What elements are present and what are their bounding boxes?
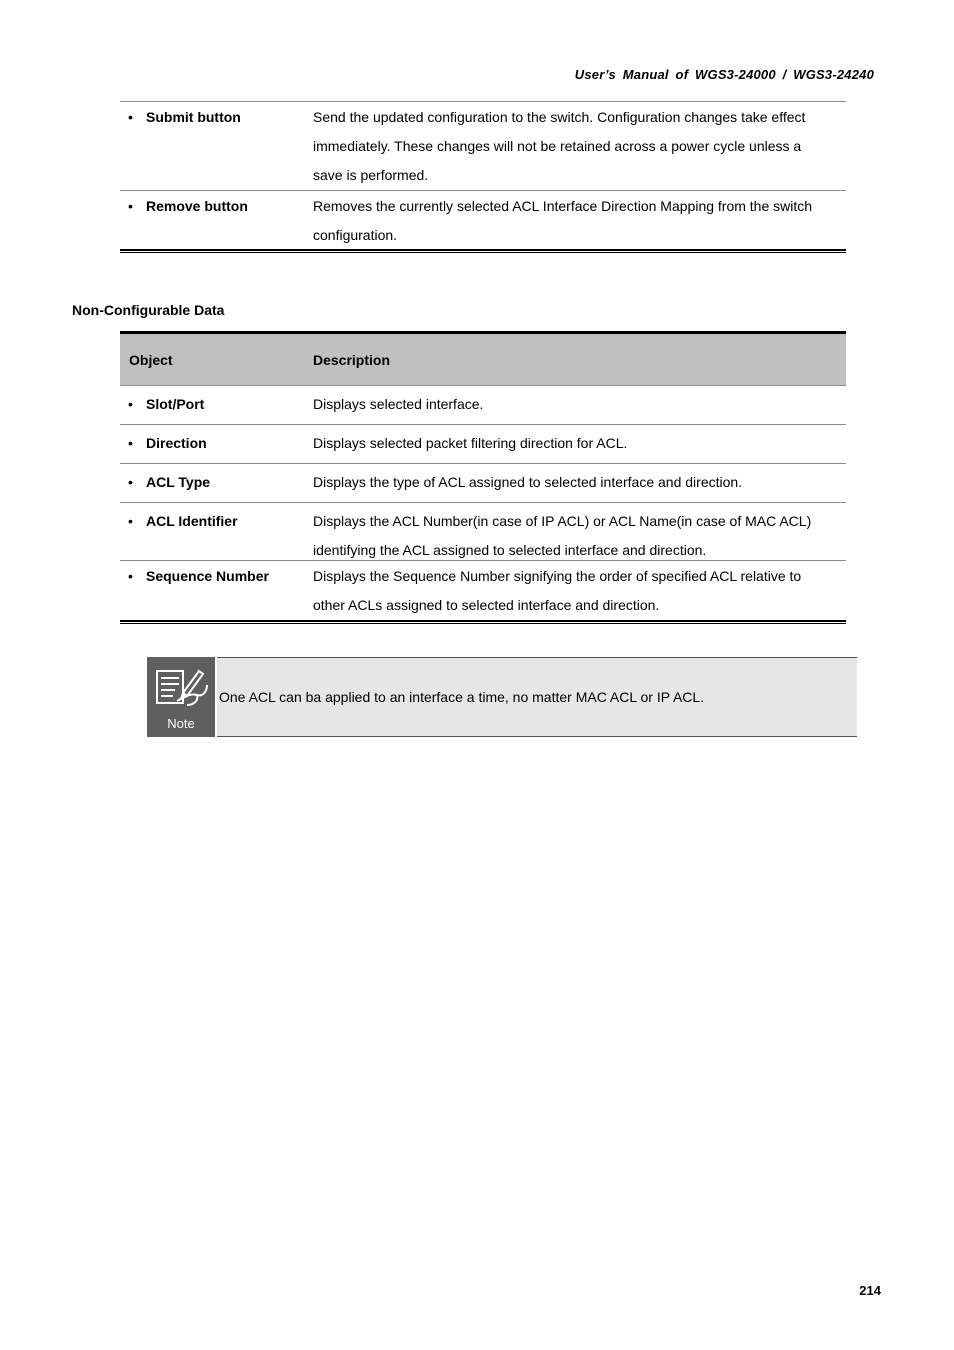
bullet-icon: • <box>128 109 133 125</box>
note-pencil-icon <box>147 657 215 737</box>
object-label: ACL Identifier <box>146 513 238 529</box>
object-cell <box>120 102 313 190</box>
table-row <box>120 561 846 620</box>
bullet-icon: • <box>128 435 133 451</box>
bullet-icon: • <box>128 513 133 529</box>
table-bottom-rule <box>120 620 846 624</box>
description-line: identifying the ACL assigned to selected interface and direction. <box>313 542 707 558</box>
description-line: other ACLs assigned to selected interface and direction. <box>313 597 660 613</box>
object-cell <box>120 561 313 620</box>
page-header-title: User’s Manual of WGS3-24000 / WGS3-24240 <box>574 67 874 82</box>
description-cell <box>313 467 846 502</box>
object-cell <box>120 428 313 463</box>
note-text: One ACL can ba applied to an interface a time, no matter MAC ACL or IP ACL. <box>219 689 705 705</box>
description-cell <box>313 389 846 424</box>
buttons-table <box>120 101 846 253</box>
bullet-icon: • <box>128 198 133 214</box>
description-line: Displays the Sequence Number signifying the order of specified ACL relative to <box>313 568 802 584</box>
description-line: Displays selected interface. <box>313 396 484 412</box>
bullet-icon: • <box>128 396 133 412</box>
object-label: ACL Type <box>146 474 211 490</box>
object-cell <box>120 467 313 502</box>
table-row <box>120 425 846 464</box>
object-label: Sequence Number <box>146 568 269 584</box>
table-row <box>120 191 846 249</box>
description-line: Send the updated configuration to the switch. Configuration changes take effect <box>313 109 806 125</box>
table-row <box>120 386 846 425</box>
object-label: Remove button <box>146 198 248 214</box>
header-description: Description <box>313 351 391 368</box>
description-cell <box>313 561 846 620</box>
description-line: save is performed. <box>313 167 429 183</box>
description-cell <box>313 428 846 463</box>
page-number: 214 <box>859 1283 881 1298</box>
note-text-container <box>217 657 857 737</box>
description-line: immediately. These changes will not be retained across a power cycle unless a <box>313 138 802 154</box>
description-cell <box>313 102 846 190</box>
non-configurable-data-table <box>120 331 846 624</box>
note-label: Note <box>167 716 195 731</box>
object-label: Direction <box>146 435 207 451</box>
table-row <box>120 503 846 561</box>
description-line: Displays the ACL Number(in case of IP ACL) or ACL Name(in case of MAC ACL) <box>313 513 812 529</box>
header-object: Object <box>129 351 173 368</box>
note-box <box>147 657 857 737</box>
description-cell <box>313 191 846 249</box>
table-row <box>120 464 846 503</box>
description-cell <box>313 506 846 560</box>
object-label: Slot/Port <box>146 396 205 412</box>
object-cell <box>120 191 313 249</box>
object-label: Submit button <box>146 109 241 125</box>
description-line: Displays the type of ACL assigned to selected interface and direction. <box>313 474 743 490</box>
description-line: Removes the currently selected ACL Interface Direction Mapping from the switch <box>313 198 813 214</box>
description-line: Displays selected packet filtering direction for ACL. <box>313 435 628 451</box>
bullet-icon: • <box>128 568 133 584</box>
table-row <box>120 102 846 191</box>
section-title: Non-Configurable Data <box>72 302 225 318</box>
object-cell <box>120 506 313 560</box>
object-cell <box>120 389 313 424</box>
bullet-icon: • <box>128 474 133 490</box>
description-line: configuration. <box>313 227 398 243</box>
table-header <box>120 331 846 386</box>
